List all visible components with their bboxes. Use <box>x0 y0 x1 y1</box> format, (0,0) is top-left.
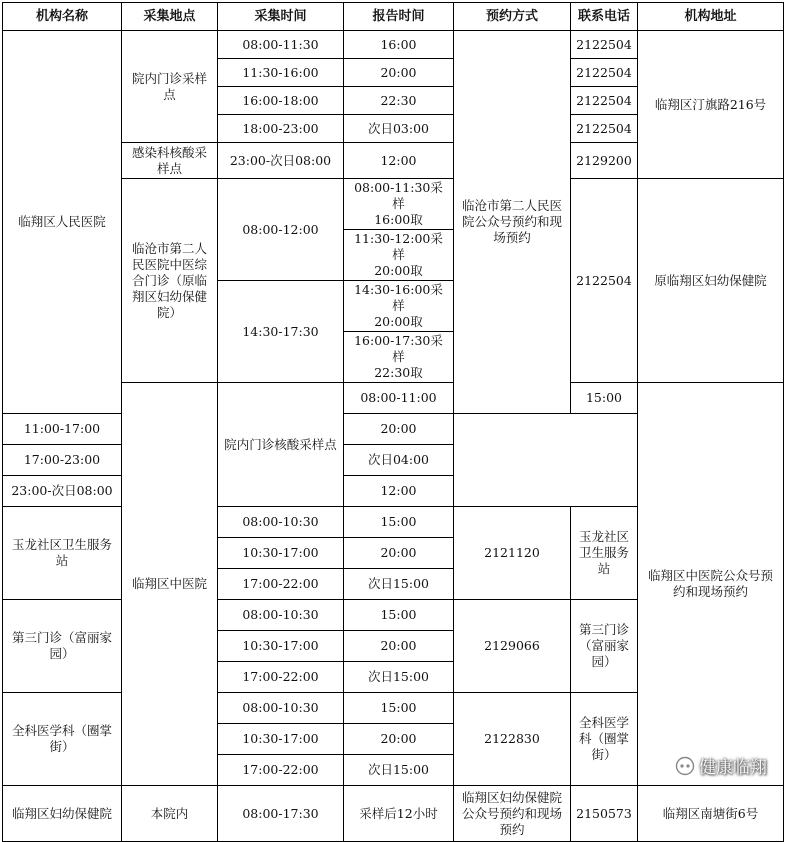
phone: 2150573 <box>571 786 638 842</box>
report-pickup-time: 20:00取 <box>374 263 423 278</box>
collect-time: 17:00-22:00 <box>218 755 344 786</box>
site-name: 院内门诊核酸采样点 <box>218 383 344 507</box>
header-booking: 预约方式 <box>454 3 571 31</box>
wechat-icon <box>675 756 695 776</box>
header-report-time: 报告时间 <box>344 3 454 31</box>
phone: 2122830 <box>454 693 571 786</box>
collect-time: 10:30-17:00 <box>218 724 344 755</box>
collect-time: 08:00-10:30 <box>218 600 344 631</box>
report-time: 采样后12小时 <box>344 786 454 842</box>
collect-time: 17:00-22:00 <box>218 662 344 693</box>
report-time <box>344 281 454 332</box>
phone: 2122504 <box>571 31 638 59</box>
report-time: 20:00 <box>344 59 454 87</box>
collect-time: 10:30-17:00 <box>218 538 344 569</box>
institution-address: 临翔区汀旗路216号 <box>638 31 784 179</box>
report-sample-window: 16:00-17:30采样 <box>354 333 443 364</box>
report-time: 20:00 <box>344 538 454 569</box>
collect-time: 08:00-10:30 <box>218 507 344 538</box>
report-time: 次日15:00 <box>344 755 454 786</box>
report-time: 22:30 <box>344 87 454 115</box>
report-sample-window: 11:30-12:00采样 <box>354 231 443 262</box>
report-time <box>344 179 454 230</box>
institution-name: 临翔区中医院 <box>122 383 218 786</box>
institution-address: 玉龙社区卫生服务站 <box>571 507 638 600</box>
report-time: 20:00 <box>344 724 454 755</box>
phone: 2122504 <box>571 59 638 87</box>
phone: 2122504 <box>571 115 638 143</box>
site-name: 感染科核酸采样点 <box>122 143 218 179</box>
collect-time: 14:30-17:30 <box>218 281 344 383</box>
table-row <box>3 31 784 59</box>
report-time: 15:00 <box>571 383 638 414</box>
report-sample-window: 14:30-16:00采样 <box>354 282 443 313</box>
report-time: 20:00 <box>344 631 454 662</box>
report-time: 16:00 <box>344 31 454 59</box>
collect-time: 11:00-17:00 <box>3 414 122 445</box>
report-time: 15:00 <box>344 600 454 631</box>
site-name: 玉龙社区卫生服务站 <box>3 507 122 600</box>
collect-time: 23:00-次日08:00 <box>218 143 344 179</box>
header-institution: 机构名称 <box>3 3 122 31</box>
collect-time: 11:30-16:00 <box>218 59 344 87</box>
report-time <box>344 332 454 383</box>
phone: 2122504 <box>571 87 638 115</box>
report-time <box>344 230 454 281</box>
institution-address: 临翔区南塘街6号 <box>638 786 784 842</box>
site-name: 本院内 <box>122 786 218 842</box>
phone: 2129066 <box>454 600 571 693</box>
institution-address: 全科医学科（圈掌街） <box>571 693 638 786</box>
phone: 2129200 <box>571 143 638 179</box>
collect-time: 08:00-17:30 <box>218 786 344 842</box>
report-pickup-time: 22:30取 <box>374 365 423 380</box>
header-collect-time: 采集时间 <box>218 3 344 31</box>
collect-time: 17:00-22:00 <box>218 569 344 600</box>
report-time: 次日15:00 <box>344 569 454 600</box>
header-row <box>3 3 784 31</box>
booking-method: 临沧市第二人民医院公众号预约和现场预约 <box>454 31 571 414</box>
collect-time: 08:00-12:00 <box>218 179 344 281</box>
site-name: 临沧市第二人民医院中医综合门诊（原临翔区妇幼保健院） <box>122 179 218 383</box>
collect-time: 08:00-11:00 <box>344 383 454 414</box>
report-time: 次日03:00 <box>344 115 454 143</box>
header-phone: 联系电话 <box>571 3 638 31</box>
institution-address: 第三门诊（富丽家园） <box>571 600 638 693</box>
collect-time: 08:00-11:30 <box>218 31 344 59</box>
schedule-table <box>2 2 784 842</box>
collect-time: 23:00-次日08:00 <box>3 476 122 507</box>
report-time: 次日15:00 <box>344 662 454 693</box>
institution-address: 原临翔区妇幼保健院 <box>638 179 784 383</box>
watermark <box>675 753 767 778</box>
booking-method: 临翔区中医院公众号预约和现场预约 <box>638 383 784 786</box>
header-site: 采集地点 <box>122 3 218 31</box>
report-pickup-time: 20:00取 <box>374 314 423 329</box>
report-time: 12:00 <box>344 476 454 507</box>
collect-time: 16:00-18:00 <box>218 87 344 115</box>
collect-time: 18:00-23:00 <box>218 115 344 143</box>
site-name: 院内门诊采样点 <box>122 31 218 143</box>
phone: 2122504 <box>571 179 638 383</box>
collect-time: 08:00-10:30 <box>218 693 344 724</box>
report-time: 12:00 <box>344 143 454 179</box>
report-time: 15:00 <box>344 507 454 538</box>
site-name: 第三门诊（富丽家园） <box>3 600 122 693</box>
collect-time: 17:00-23:00 <box>3 445 122 476</box>
institution-name: 临翔区人民医院 <box>3 31 122 414</box>
report-time: 次日04:00 <box>344 445 454 476</box>
watermark-text: 健康临翔 <box>699 758 767 778</box>
report-pickup-time: 16:00取 <box>374 212 423 227</box>
report-sample-window: 08:00-11:30采样 <box>354 180 443 211</box>
report-time: 15:00 <box>344 693 454 724</box>
site-name: 全科医学科（圈掌街） <box>3 693 122 786</box>
header-address: 机构地址 <box>638 3 784 31</box>
phone: 2121120 <box>454 507 571 600</box>
institution-name: 临翔区妇幼保健院 <box>3 786 122 842</box>
report-time: 20:00 <box>344 414 454 445</box>
booking-method: 临翔区妇幼保健院公众号预约和现场预约 <box>454 786 571 842</box>
collect-time: 10:30-17:00 <box>218 631 344 662</box>
